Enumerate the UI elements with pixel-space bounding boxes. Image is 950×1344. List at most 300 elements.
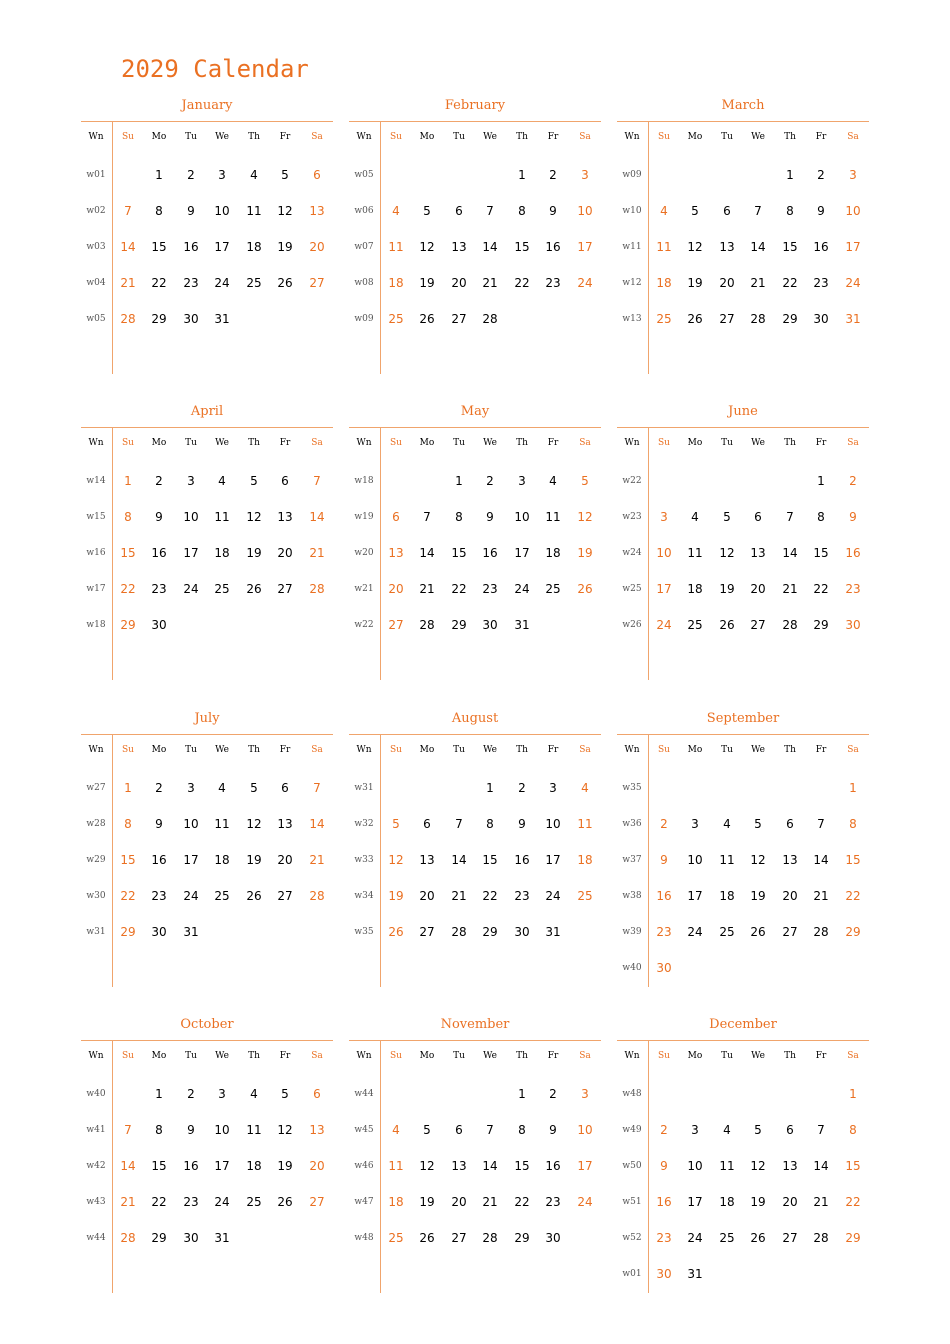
day-cell: 7 <box>817 1123 825 1137</box>
day-cell: 19 <box>277 1159 293 1173</box>
day-cell: 26 <box>577 582 593 596</box>
day-cell: 14 <box>813 1159 829 1173</box>
day-cell: 22 <box>120 889 136 903</box>
week-number: w33 <box>354 855 374 865</box>
day-cell: 18 <box>687 582 703 596</box>
day-cell: 10 <box>577 1123 593 1137</box>
day-cell: 11 <box>214 817 230 831</box>
day-header-mo: Mo <box>419 745 435 755</box>
day-header-we: We <box>483 438 497 448</box>
day-cell: 26 <box>277 1195 293 1209</box>
day-cell: 16 <box>545 1159 561 1173</box>
day-header-tu: Tu <box>721 745 733 755</box>
day-cell: 4 <box>549 474 557 488</box>
week-number: w01 <box>622 1269 642 1279</box>
day-header-su: Su <box>390 132 402 142</box>
day-cell: 13 <box>750 546 766 560</box>
day-header-tu: Tu <box>185 1051 197 1061</box>
day-header-sa: Sa <box>847 745 859 755</box>
day-cell: 24 <box>577 276 593 290</box>
day-cell: 22 <box>451 582 467 596</box>
day-cell: 13 <box>309 204 325 218</box>
day-cell: 5 <box>423 1123 431 1137</box>
week-number: w49 <box>622 1125 642 1135</box>
day-cell: 7 <box>754 204 762 218</box>
day-cell: 2 <box>187 168 195 182</box>
week-number: w50 <box>622 1161 642 1171</box>
day-cell: 23 <box>151 582 167 596</box>
day-cell: 23 <box>656 1231 672 1245</box>
day-cell: 5 <box>250 781 258 795</box>
day-cell: 18 <box>388 1195 404 1209</box>
day-cell: 16 <box>151 853 167 867</box>
day-header-th: Th <box>248 132 260 142</box>
day-cell: 29 <box>482 925 498 939</box>
day-cell: 6 <box>313 168 321 182</box>
day-cell: 6 <box>392 510 400 524</box>
day-cell: 5 <box>423 204 431 218</box>
month-rule <box>617 427 869 428</box>
day-cell: 1 <box>786 168 794 182</box>
week-column-rule <box>648 1040 649 1293</box>
day-cell: 25 <box>246 276 262 290</box>
day-cell: 23 <box>656 925 672 939</box>
week-number: w31 <box>86 927 106 937</box>
day-header-th: Th <box>516 132 528 142</box>
week-number: w14 <box>86 476 106 486</box>
week-number: w27 <box>86 783 106 793</box>
day-cell: 4 <box>392 1123 400 1137</box>
day-cell: 24 <box>577 1195 593 1209</box>
day-header-su: Su <box>122 1051 134 1061</box>
day-cell: 22 <box>845 889 861 903</box>
day-cell: 7 <box>486 1123 494 1137</box>
day-cell: 11 <box>214 510 230 524</box>
day-cell: 15 <box>451 546 467 560</box>
week-column-rule <box>648 734 649 987</box>
day-cell: 9 <box>549 204 557 218</box>
week-number: w18 <box>86 620 106 630</box>
day-header-fr: Fr <box>815 132 827 142</box>
day-cell: 24 <box>514 582 530 596</box>
day-header-we: We <box>215 132 229 142</box>
day-cell: 23 <box>813 276 829 290</box>
day-cell: 29 <box>782 312 798 326</box>
day-cell: 11 <box>246 1123 262 1137</box>
day-cell: 25 <box>719 925 735 939</box>
day-header-we: We <box>215 438 229 448</box>
week-number: w22 <box>622 476 642 486</box>
day-cell: 16 <box>656 889 672 903</box>
week-number: w32 <box>354 819 374 829</box>
day-cell: 17 <box>514 546 530 560</box>
day-cell: 2 <box>549 1087 557 1101</box>
day-cell: 9 <box>187 1123 195 1137</box>
day-cell: 5 <box>754 1123 762 1137</box>
day-cell: 12 <box>687 240 703 254</box>
week-number: w44 <box>354 1089 374 1099</box>
day-cell: 18 <box>214 546 230 560</box>
day-cell: 3 <box>581 1087 589 1101</box>
day-cell: 3 <box>581 168 589 182</box>
week-number: w09 <box>622 170 642 180</box>
week-number: w06 <box>354 206 374 216</box>
day-cell: 26 <box>750 1231 766 1245</box>
day-cell: 2 <box>660 1123 668 1137</box>
day-cell: 12 <box>388 853 404 867</box>
day-cell: 18 <box>719 1195 735 1209</box>
day-cell: 4 <box>250 168 258 182</box>
day-cell: 11 <box>246 204 262 218</box>
day-cell: 28 <box>782 618 798 632</box>
month-rule <box>81 734 333 735</box>
day-header-th: Th <box>516 1051 528 1061</box>
day-cell: 19 <box>388 889 404 903</box>
day-cell: 4 <box>250 1087 258 1101</box>
day-cell: 8 <box>486 817 494 831</box>
month-name: November <box>440 1017 510 1032</box>
week-number: w09 <box>354 314 374 324</box>
day-cell: 24 <box>214 1195 230 1209</box>
day-cell: 30 <box>845 618 861 632</box>
day-cell: 14 <box>750 240 766 254</box>
day-cell: 24 <box>687 1231 703 1245</box>
day-cell: 13 <box>277 817 293 831</box>
day-cell: 11 <box>388 240 404 254</box>
day-cell: 15 <box>845 1159 861 1173</box>
week-number: w34 <box>354 891 374 901</box>
day-cell: 16 <box>545 240 561 254</box>
day-cell: 4 <box>723 817 731 831</box>
day-header-tu: Tu <box>721 1051 733 1061</box>
day-cell: 6 <box>313 1087 321 1101</box>
day-header-we: We <box>483 745 497 755</box>
day-cell: 16 <box>845 546 861 560</box>
day-cell: 25 <box>719 1231 735 1245</box>
day-header-we: We <box>751 132 765 142</box>
day-header-tu: Tu <box>453 1051 465 1061</box>
day-cell: 28 <box>813 925 829 939</box>
day-cell: 13 <box>782 853 798 867</box>
week-number: w17 <box>86 584 106 594</box>
day-cell: 8 <box>155 204 163 218</box>
day-cell: 27 <box>750 618 766 632</box>
day-cell: 17 <box>214 1159 230 1173</box>
week-number: w48 <box>622 1089 642 1099</box>
day-cell: 20 <box>451 276 467 290</box>
day-cell: 23 <box>183 1195 199 1209</box>
day-header-mo: Mo <box>687 132 703 142</box>
day-cell: 28 <box>309 889 325 903</box>
day-cell: 25 <box>545 582 561 596</box>
day-cell: 26 <box>750 925 766 939</box>
day-cell: 31 <box>183 925 199 939</box>
day-header-sa: Sa <box>847 132 859 142</box>
week-number: w51 <box>622 1197 642 1207</box>
day-cell: 21 <box>309 546 325 560</box>
day-cell: 25 <box>214 889 230 903</box>
day-cell: 27 <box>782 1231 798 1245</box>
day-cell: 6 <box>281 781 289 795</box>
day-cell: 26 <box>246 889 262 903</box>
day-cell: 20 <box>719 276 735 290</box>
day-header-sa: Sa <box>579 132 591 142</box>
day-cell: 5 <box>392 817 400 831</box>
day-cell: 20 <box>277 853 293 867</box>
day-cell: 13 <box>451 1159 467 1173</box>
week-number: w10 <box>622 206 642 216</box>
day-cell: 16 <box>813 240 829 254</box>
day-header-mo: Mo <box>687 438 703 448</box>
day-cell: 11 <box>719 853 735 867</box>
week-column-rule <box>112 427 113 680</box>
week-number: w43 <box>86 1197 106 1207</box>
day-cell: 19 <box>750 1195 766 1209</box>
day-cell: 7 <box>313 474 321 488</box>
day-header-sa: Sa <box>311 1051 323 1061</box>
week-number: w38 <box>622 891 642 901</box>
month-rule <box>81 121 333 122</box>
day-header-sa: Sa <box>579 1051 591 1061</box>
day-cell: 10 <box>656 546 672 560</box>
day-cell: 21 <box>120 276 136 290</box>
week-number: w31 <box>354 783 374 793</box>
day-header-th: Th <box>784 438 796 448</box>
day-cell: 3 <box>187 474 195 488</box>
day-cell: 8 <box>124 510 132 524</box>
day-cell: 12 <box>750 1159 766 1173</box>
day-cell: 7 <box>817 817 825 831</box>
day-cell: 18 <box>545 546 561 560</box>
day-cell: 3 <box>218 168 226 182</box>
week-number: w46 <box>354 1161 374 1171</box>
day-cell: 19 <box>246 853 262 867</box>
day-cell: 17 <box>656 582 672 596</box>
month-name: March <box>721 98 765 113</box>
month-rule <box>349 1040 601 1041</box>
week-number: w42 <box>86 1161 106 1171</box>
day-header-fr: Fr <box>279 745 291 755</box>
day-cell: 20 <box>750 582 766 596</box>
month-rule <box>349 427 601 428</box>
week-number: w23 <box>622 512 642 522</box>
day-cell: 12 <box>246 817 262 831</box>
week-header: Wn <box>624 1051 640 1061</box>
day-cell: 1 <box>849 781 857 795</box>
day-header-mo: Mo <box>151 438 167 448</box>
day-cell: 28 <box>419 618 435 632</box>
day-cell: 5 <box>723 510 731 524</box>
week-number: w11 <box>622 242 642 252</box>
day-cell: 30 <box>151 618 167 632</box>
day-cell: 7 <box>124 204 132 218</box>
day-header-mo: Mo <box>687 1051 703 1061</box>
day-cell: 28 <box>750 312 766 326</box>
week-number: w22 <box>354 620 374 630</box>
day-cell: 13 <box>309 1123 325 1137</box>
day-cell: 8 <box>849 817 857 831</box>
day-cell: 18 <box>246 1159 262 1173</box>
day-cell: 26 <box>419 312 435 326</box>
day-cell: 14 <box>309 510 325 524</box>
day-cell: 25 <box>687 618 703 632</box>
day-cell: 4 <box>218 474 226 488</box>
week-column-rule <box>380 427 381 680</box>
day-cell: 7 <box>486 204 494 218</box>
day-cell: 12 <box>577 510 593 524</box>
week-column-rule <box>648 121 649 374</box>
week-header: Wn <box>624 745 640 755</box>
week-column-rule <box>380 121 381 374</box>
day-cell: 13 <box>782 1159 798 1173</box>
day-cell: 27 <box>309 1195 325 1209</box>
day-cell: 17 <box>845 240 861 254</box>
day-cell: 4 <box>691 510 699 524</box>
day-cell: 21 <box>309 853 325 867</box>
day-cell: 12 <box>277 204 293 218</box>
day-cell: 8 <box>455 510 463 524</box>
day-cell: 6 <box>455 204 463 218</box>
day-cell: 22 <box>120 582 136 596</box>
day-cell: 29 <box>120 925 136 939</box>
day-cell: 12 <box>750 853 766 867</box>
week-number: w48 <box>354 1233 374 1243</box>
day-cell: 25 <box>656 312 672 326</box>
week-number: w26 <box>622 620 642 630</box>
day-cell: 5 <box>281 1087 289 1101</box>
week-number: w19 <box>354 512 374 522</box>
day-cell: 2 <box>187 1087 195 1101</box>
day-cell: 25 <box>246 1195 262 1209</box>
day-header-tu: Tu <box>185 438 197 448</box>
page-title: 2029 Calendar <box>121 55 309 83</box>
day-cell: 21 <box>451 889 467 903</box>
day-header-sa: Sa <box>847 1051 859 1061</box>
day-cell: 5 <box>250 474 258 488</box>
week-number: w03 <box>86 242 106 252</box>
week-number: w18 <box>354 476 374 486</box>
day-cell: 2 <box>660 817 668 831</box>
day-cell: 15 <box>482 853 498 867</box>
day-cell: 23 <box>545 276 561 290</box>
day-header-fr: Fr <box>279 132 291 142</box>
day-cell: 5 <box>691 204 699 218</box>
day-cell: 4 <box>581 781 589 795</box>
day-header-mo: Mo <box>419 1051 435 1061</box>
day-cell: 31 <box>514 618 530 632</box>
day-cell: 17 <box>545 853 561 867</box>
day-cell: 14 <box>813 853 829 867</box>
day-cell: 24 <box>656 618 672 632</box>
day-header-th: Th <box>248 1051 260 1061</box>
day-cell: 1 <box>849 1087 857 1101</box>
day-header-we: We <box>751 438 765 448</box>
day-cell: 19 <box>750 889 766 903</box>
day-header-su: Su <box>390 745 402 755</box>
day-cell: 21 <box>813 889 829 903</box>
day-cell: 27 <box>277 889 293 903</box>
day-cell: 28 <box>451 925 467 939</box>
day-cell: 12 <box>719 546 735 560</box>
day-cell: 25 <box>388 312 404 326</box>
month-name: April <box>190 404 224 419</box>
day-header-we: We <box>215 1051 229 1061</box>
day-cell: 19 <box>246 546 262 560</box>
day-cell: 9 <box>660 1159 668 1173</box>
day-cell: 16 <box>183 240 199 254</box>
month-block <box>349 711 601 989</box>
day-cell: 16 <box>514 853 530 867</box>
day-cell: 21 <box>120 1195 136 1209</box>
day-cell: 2 <box>486 474 494 488</box>
day-header-fr: Fr <box>279 1051 291 1061</box>
day-cell: 3 <box>218 1087 226 1101</box>
day-cell: 15 <box>120 546 136 560</box>
day-cell: 21 <box>813 1195 829 1209</box>
day-cell: 20 <box>309 1159 325 1173</box>
day-cell: 23 <box>151 889 167 903</box>
day-header-we: We <box>483 132 497 142</box>
day-cell: 15 <box>782 240 798 254</box>
day-cell: 6 <box>786 817 794 831</box>
day-cell: 13 <box>719 240 735 254</box>
day-cell: 14 <box>482 1159 498 1173</box>
day-header-tu: Tu <box>721 438 733 448</box>
month-rule <box>349 734 601 735</box>
day-header-su: Su <box>390 1051 402 1061</box>
day-cell: 8 <box>518 1123 526 1137</box>
day-cell: 6 <box>786 1123 794 1137</box>
day-header-th: Th <box>784 745 796 755</box>
day-cell: 10 <box>845 204 861 218</box>
day-cell: 30 <box>151 925 167 939</box>
day-header-mo: Mo <box>687 745 703 755</box>
week-column-rule <box>112 121 113 374</box>
day-cell: 30 <box>514 925 530 939</box>
week-header: Wn <box>356 438 372 448</box>
day-cell: 28 <box>813 1231 829 1245</box>
day-cell: 28 <box>482 1231 498 1245</box>
day-cell: 5 <box>281 168 289 182</box>
day-cell: 30 <box>656 961 672 975</box>
day-cell: 27 <box>719 312 735 326</box>
month-name: October <box>180 1017 234 1032</box>
day-cell: 24 <box>183 582 199 596</box>
day-cell: 9 <box>549 1123 557 1137</box>
day-cell: 24 <box>214 276 230 290</box>
day-cell: 21 <box>482 1195 498 1209</box>
day-header-mo: Mo <box>151 1051 167 1061</box>
week-number: w41 <box>86 1125 106 1135</box>
day-cell: 17 <box>577 240 593 254</box>
day-cell: 24 <box>845 276 861 290</box>
day-cell: 27 <box>309 276 325 290</box>
month-name: August <box>451 711 499 726</box>
day-cell: 20 <box>782 1195 798 1209</box>
day-cell: 6 <box>455 1123 463 1137</box>
day-cell: 18 <box>214 853 230 867</box>
month-rule <box>617 121 869 122</box>
day-cell: 23 <box>545 1195 561 1209</box>
day-cell: 3 <box>187 781 195 795</box>
day-header-fr: Fr <box>815 745 827 755</box>
day-cell: 23 <box>183 276 199 290</box>
day-cell: 27 <box>782 925 798 939</box>
day-cell: 29 <box>451 618 467 632</box>
day-header-th: Th <box>784 1051 796 1061</box>
week-number: w30 <box>86 891 106 901</box>
day-header-fr: Fr <box>547 1051 559 1061</box>
